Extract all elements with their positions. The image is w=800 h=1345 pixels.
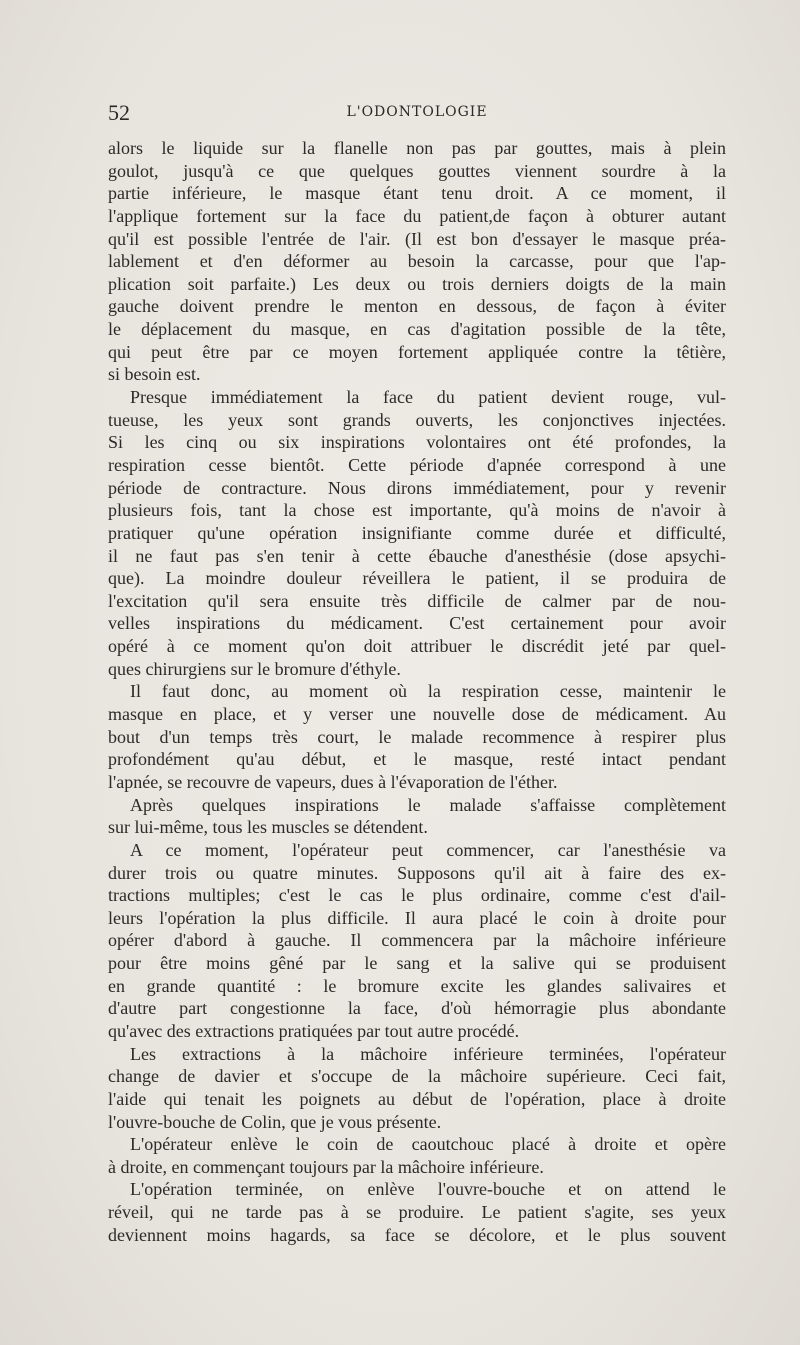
page-number: 52	[108, 100, 130, 125]
text-line: ques chirurgiens sur le bromure d'éthyle.	[108, 658, 401, 679]
text-line: masque en place, et y verser une nouvelle dose de médicament. Au	[108, 704, 726, 725]
text-line: que). La moindre douleur réveillera le patient, il se produira de	[108, 568, 726, 589]
text-line: velles inspirations du médicament. C'est certainement pour avoir	[108, 613, 726, 634]
text-line: Si les cinq ou six inspirations volontaires ont été profondes, la	[108, 432, 726, 453]
text-line: leurs l'opération la plus difficile. Il aura placé le coin à droite pour	[108, 907, 726, 928]
text-line: respiration cesse bientôt. Cette période d'apnée correspond à une	[108, 454, 726, 475]
text-line: l'apnée, se recouvre de vapeurs, dues à l'évaporation de l'éther.	[108, 771, 558, 792]
text-line: l'ouvre-bouche de Colin, que je vous présente.	[108, 1111, 442, 1132]
text-line: le déplacement du masque, en cas d'agitation possible de la tête,	[108, 319, 726, 340]
text-line: sur lui-même, tous les muscles se détendent.	[108, 817, 428, 838]
text-line: opéré à ce moment qu'on doit attribuer le discrédit jeté par quel-	[108, 636, 726, 657]
text-line: il ne faut pas s'en tenir à cette ébauche d'anesthésie (dose apsychi-	[108, 545, 726, 566]
text-line: Après quelques inspirations le malade s'affaisse complètement	[130, 794, 726, 815]
text-line: d'autre part congestionne la face, d'où hémorragie plus abondante	[108, 998, 726, 1019]
running-title: L'ODONTOLOGIE	[346, 104, 488, 120]
text-line: L'opérateur enlève le coin de caoutchouc placé à droite et opère	[130, 1134, 726, 1155]
text-line: en grande quantité : le bromure excite les glandes salivaires et	[108, 975, 726, 996]
text-line: Presque immédiatement la face du patient devient rouge, vul-	[130, 387, 726, 408]
text-line: période de contracture. Nous dirons immédiatement, pour y revenir	[108, 477, 726, 498]
text-line: l'aide qui tenait les poignets au début de l'opération, place à droite	[108, 1088, 726, 1109]
text-line: profondément qu'au début, et le masque, resté intact pendant	[108, 749, 726, 770]
text-line: Il faut donc, au moment où la respiration cesse, maintenir le	[130, 681, 726, 702]
text-line: partie inférieure, le masque étant tenu droit. A ce moment, il	[108, 183, 726, 204]
text-line: alors le liquide sur la flanelle non pas par gouttes, mais à plein	[108, 138, 726, 158]
text-line: goulot, jusqu'à ce que quelques gouttes viennent sourdre à la	[108, 160, 726, 181]
text-line: bout d'un temps très court, le malade recommence à respirer plus	[108, 726, 726, 747]
text-line: L'opération terminée, on enlève l'ouvre-bouche et on attend le	[130, 1179, 726, 1200]
text-line: pour être moins gêné par le sang et la salive qui se produisent	[108, 953, 726, 974]
text-line: change de davier et s'occupe de la mâchoire supérieure. Ceci fait,	[108, 1066, 726, 1087]
text-line: qu'il est possible l'entrée de l'air. (Il est bon d'essayer le masque préa-	[108, 228, 726, 249]
page-header	[108, 100, 726, 130]
text-line: durer trois ou quatre minutes. Supposons qu'il ait à faire des ex-	[108, 862, 726, 883]
text-line: plication soit parfaite.) Les deux ou trois derniers doigts de la main	[108, 273, 726, 294]
text-line: l'applique fortement sur la face du patient,de façon à obturer autant	[108, 205, 726, 226]
text-line: tueuse, les yeux sont grands ouverts, les conjonctives injectées.	[108, 409, 726, 430]
text-line: A ce moment, l'opérateur peut commencer, car l'anesthésie va	[130, 839, 726, 860]
text-line: qui peut être par ce moyen fortement appliquée contre la têtière,	[108, 341, 726, 362]
text-line: Les extractions à la mâchoire inférieure terminées, l'opérateur	[130, 1043, 726, 1064]
text-line: l'excitation qu'il sera ensuite très difficile de calmer par de nou-	[108, 590, 726, 611]
text-line: gauche doivent prendre le menton en dessous, de façon à éviter	[108, 296, 726, 317]
body-text	[108, 137, 726, 1246]
text-line: tractions multiples; c'est le cas le plus ordinaire, comme c'est d'ail-	[108, 885, 726, 906]
text-line: qu'avec des extractions pratiquées par tout autre procédé.	[108, 1020, 520, 1041]
text-line: deviennent moins hagards, sa face se décolore, et le plus souvent	[108, 1224, 726, 1245]
text-line: si besoin est.	[108, 364, 201, 385]
text-line: à droite, en commençant toujours par la mâchoire inférieure.	[108, 1156, 544, 1177]
text-line: lablement et d'en déformer au besoin la carcasse, pour que l'ap-	[108, 251, 726, 272]
text-line: réveil, qui ne tarde pas à se produire. Le patient s'agite, ses yeux	[108, 1202, 726, 1223]
text-line: pratiquer qu'une opération insignifiante comme durée et difficulté,	[108, 522, 726, 543]
text-line: opérer d'abord à gauche. Il commencera par la mâchoire inférieure	[108, 930, 726, 951]
text-line: plusieurs fois, tant la chose est importante, qu'à moins de n'avoir à	[108, 500, 726, 521]
